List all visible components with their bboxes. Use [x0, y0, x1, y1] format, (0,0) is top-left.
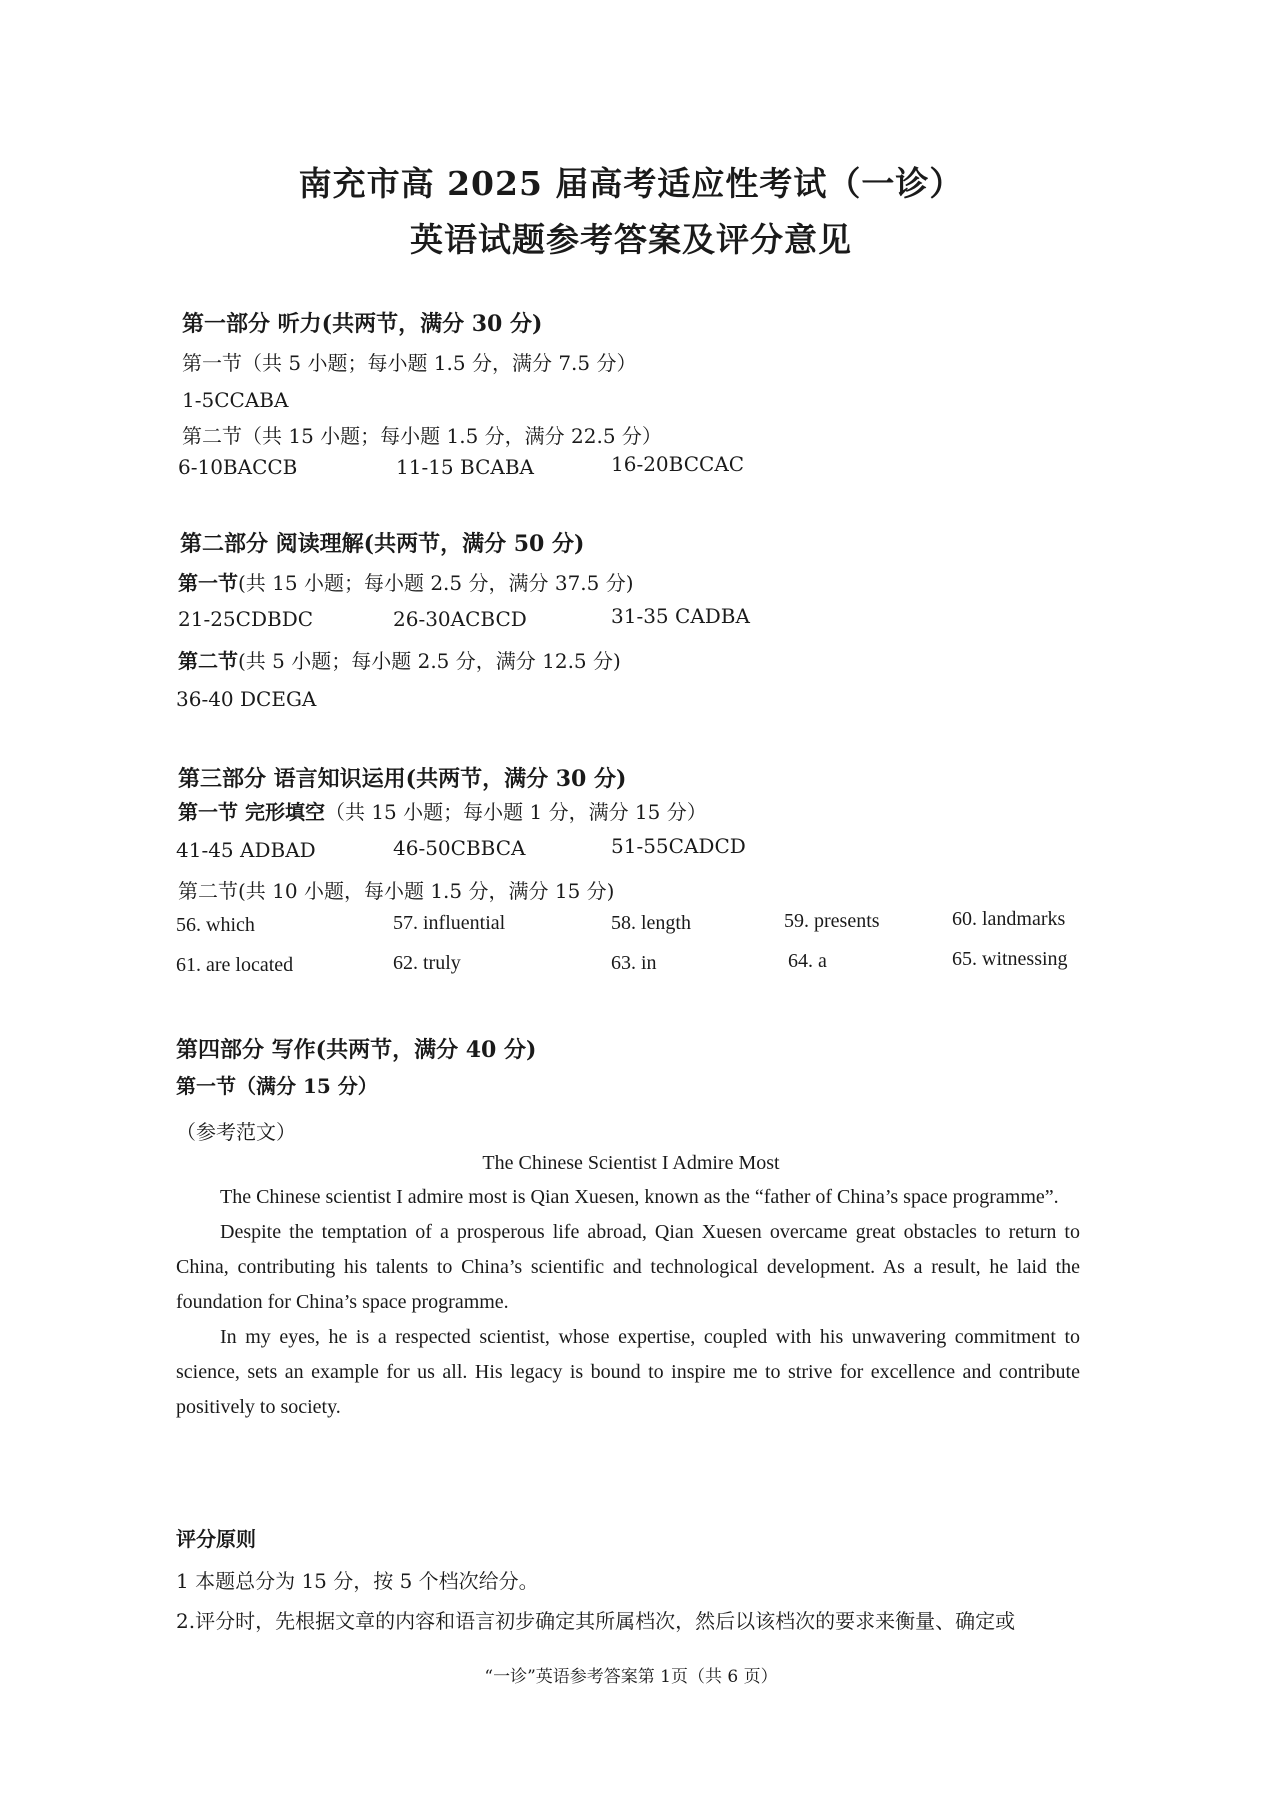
part2-sec2-heading [178, 645, 621, 674]
fill-answer: 61. are located [176, 954, 294, 976]
fill-answer: 58. length [611, 912, 691, 934]
essay-title: The Chinese Scientist I Admire Most [482, 1152, 780, 1174]
part3-heading: 第三部分 语言知识运用(共两节，满分 30 分) [178, 766, 627, 792]
answer-group: 16-20BCCAC [611, 452, 745, 476]
essay-body [176, 1180, 1080, 1425]
part2-sec1-heading [178, 567, 634, 596]
fill-answer: 59. presents [784, 910, 880, 932]
fill-answer: 56. which [176, 914, 255, 936]
fill-answer: 60. landmarks [952, 908, 1066, 930]
fill-answer: 57. influential [393, 912, 506, 934]
essay-paragraph: The Chinese scientist I admire most is Qian Xuesen, known as the “father of China’s space programme”. [220, 1186, 1059, 1208]
part3-sec1-label: 第一节 完形填空 [178, 800, 325, 824]
essay-paragraph: Despite the temptation of a prosperous life abroad, Qian Xuesen overcame great obstacles to return to China, contributing his talents to China’s scientific and technological development. As a result, he laid the foundation for China’s space programme. [176, 1221, 1080, 1313]
grading-heading: 评分原则 [176, 1527, 256, 1551]
answer-group: 36-40 DCEGA [176, 687, 317, 711]
part3-sec1-heading [178, 796, 707, 825]
answer-group: 51-55CADCD [611, 834, 746, 858]
fill-answer: 63. in [611, 952, 657, 974]
page-footer: “一诊”英语参考答案第 1页（共 6 页） [484, 1667, 778, 1687]
sample-essay-label: （参考范文） [176, 1120, 296, 1144]
part3-sec1-detail: （共 15 小题；每小题 1 分，满分 15 分） [324, 800, 707, 824]
document-title: 南充市高 2025 届高考适应性考试（一诊） [298, 164, 964, 203]
answer-group: 6-10BACCB [178, 455, 298, 479]
part2-sec1-detail: (共 15 小题；每小题 2.5 分，满分 37.5 分) [238, 571, 634, 595]
answer-group: 46-50CBBCA [393, 836, 526, 860]
answer-group: 11-15 BCABA [396, 455, 534, 479]
fill-answer: 65. witnessing [952, 948, 1068, 970]
essay-paragraph: In my eyes, he is a respected scientist, whose expertise, coupled with his unwavering commitment to science, sets an example for us all. His legacy is bound to inspire me to strive for excellence and contribute positively to society. [176, 1326, 1080, 1418]
answer-group: 1-5CCABA [182, 388, 289, 412]
fill-answer: 64. a [788, 950, 827, 972]
grading-rule: 1 本题总分为 15 分，按 5 个档次给分。 [176, 1569, 539, 1593]
part2-sec1-label: 第一节 [178, 571, 238, 595]
document-subtitle: 英语试题参考答案及评分意见 [410, 220, 852, 259]
answer-group: 41-45 ADBAD [176, 838, 316, 862]
part2-sec2-label: 第二节 [178, 649, 238, 673]
part3-sec2-heading: 第二节(共 10 小题，每小题 1.5 分，满分 15 分) [178, 879, 615, 903]
answer-group: 26-30ACBCD [393, 607, 527, 631]
part1-sec1-heading: 第一节（共 5 小题；每小题 1.5 分，满分 7.5 分） [182, 351, 637, 375]
part2-sec2-detail: (共 5 小题；每小题 2.5 分，满分 12.5 分) [238, 649, 621, 673]
fill-answer: 62. truly [393, 952, 461, 974]
part4-heading: 第四部分 写作(共两节，满分 40 分) [176, 1037, 537, 1063]
answer-group: 21-25CDBDC [178, 607, 314, 631]
part2-heading: 第二部分 阅读理解(共两节，满分 50 分) [180, 531, 585, 557]
part1-sec2-heading: 第二节（共 15 小题；每小题 1.5 分，满分 22.5 分） [182, 424, 662, 448]
part4-sec1-heading: 第一节（满分 15 分） [176, 1074, 378, 1098]
answer-group: 31-35 CADBA [611, 604, 750, 628]
part1-heading: 第一部分 听力(共两节，满分 30 分) [182, 311, 543, 337]
grading-rule: 2.评分时，先根据文章的内容和语言初步确定其所属档次，然后以该档次的要求来衡量、确定或 [176, 1609, 1016, 1633]
